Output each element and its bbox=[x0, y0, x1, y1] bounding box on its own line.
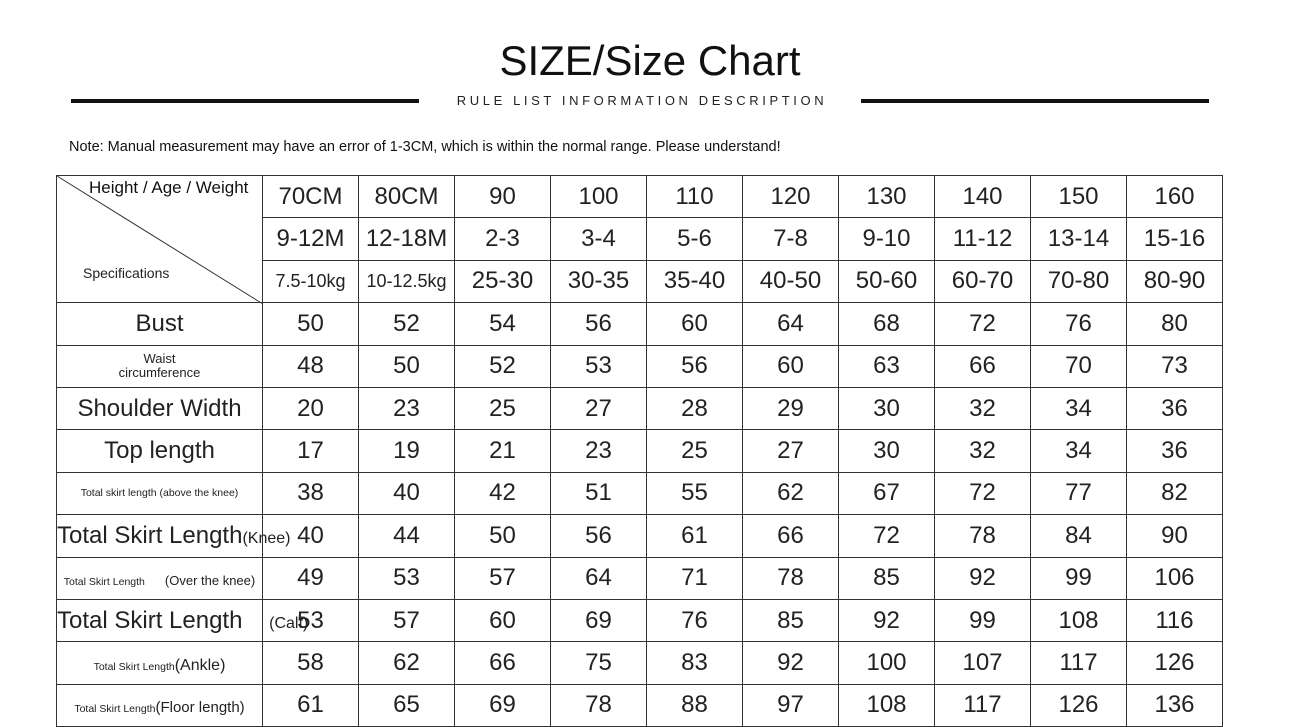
weight-cell: 10-12.5kg bbox=[359, 260, 455, 302]
weight-cell: 7.5-10kg bbox=[263, 260, 359, 302]
table-cell: 53 bbox=[263, 599, 359, 641]
table-cell: 51 bbox=[551, 472, 647, 514]
table-cell: 60 bbox=[647, 303, 743, 345]
row-label-skirt-floor-main: Total Skirt Length bbox=[74, 703, 156, 716]
table-cell: 72 bbox=[935, 472, 1031, 514]
row-label-skirt-over-knee-main: Total Skirt Length bbox=[63, 576, 145, 589]
height-cell: 120 bbox=[743, 176, 839, 218]
table-cell: 27 bbox=[551, 387, 647, 429]
table-cell: 61 bbox=[263, 684, 359, 726]
table-cell: 108 bbox=[1031, 599, 1127, 641]
table-cell: 28 bbox=[647, 387, 743, 429]
weight-cell: 50-60 bbox=[839, 260, 935, 302]
table-cell: 68 bbox=[839, 303, 935, 345]
table-row bbox=[57, 387, 1223, 429]
table-cell: 60 bbox=[743, 345, 839, 387]
table-cell: 52 bbox=[359, 303, 455, 345]
height-cell: 160 bbox=[1127, 176, 1223, 218]
title-rule-right bbox=[861, 99, 1209, 103]
table-cell: 54 bbox=[455, 303, 551, 345]
weight-cell: 70-80 bbox=[1031, 260, 1127, 302]
table-cell: 52 bbox=[455, 345, 551, 387]
table-row bbox=[57, 642, 1223, 684]
table-row bbox=[57, 303, 1223, 345]
table-cell: 29 bbox=[743, 387, 839, 429]
age-cell: 9-10 bbox=[839, 218, 935, 260]
table-row bbox=[57, 430, 1223, 472]
age-cell: 15-16 bbox=[1127, 218, 1223, 260]
row-label-waist-line1: Waist bbox=[143, 351, 176, 367]
chart-subtitle: RULE LIST INFORMATION DESCRIPTION bbox=[456, 93, 828, 108]
table-cell: 84 bbox=[1031, 515, 1127, 557]
age-cell: 11-12 bbox=[935, 218, 1031, 260]
row-label-waist bbox=[57, 345, 263, 387]
row-label-shoulder-width: Shoulder Width bbox=[57, 387, 263, 429]
age-cell: 13-14 bbox=[1031, 218, 1127, 260]
table-cell: 44 bbox=[359, 515, 455, 557]
table-cell: 30 bbox=[839, 387, 935, 429]
table-cell: 27 bbox=[743, 430, 839, 472]
table-cell: 36 bbox=[1127, 387, 1223, 429]
table-cell: 69 bbox=[551, 599, 647, 641]
table-cell: 34 bbox=[1031, 387, 1127, 429]
table-cell: 58 bbox=[263, 642, 359, 684]
age-cell: 9-12M bbox=[263, 218, 359, 260]
size-chart-table bbox=[56, 175, 1223, 727]
table-cell: 36 bbox=[1127, 430, 1223, 472]
age-cell: 7-8 bbox=[743, 218, 839, 260]
table-cell: 42 bbox=[455, 472, 551, 514]
table-cell: 57 bbox=[359, 599, 455, 641]
age-cell: 2-3 bbox=[455, 218, 551, 260]
table-cell: 49 bbox=[263, 557, 359, 599]
table-cell: 50 bbox=[455, 515, 551, 557]
row-label-skirt-ankle-qualifier: (Ankle) bbox=[174, 656, 226, 674]
height-cell: 110 bbox=[647, 176, 743, 218]
row-label-waist-line2: circumference bbox=[118, 365, 201, 381]
header-height-age-weight-label: Height / Age / Weight bbox=[89, 178, 249, 197]
height-cell: 150 bbox=[1031, 176, 1127, 218]
table-cell: 62 bbox=[359, 642, 455, 684]
table-cell: 23 bbox=[359, 387, 455, 429]
table-cell: 90 bbox=[1127, 515, 1223, 557]
table-cell: 70 bbox=[1031, 345, 1127, 387]
table-cell: 126 bbox=[1031, 684, 1127, 726]
table-cell: 85 bbox=[839, 557, 935, 599]
table-cell: 50 bbox=[359, 345, 455, 387]
table-cell: 56 bbox=[647, 345, 743, 387]
table-cell: 77 bbox=[1031, 472, 1127, 514]
table-cell: 50 bbox=[263, 303, 359, 345]
row-label-skirt-knee bbox=[57, 515, 291, 557]
table-cell: 55 bbox=[647, 472, 743, 514]
table-cell: 61 bbox=[647, 515, 743, 557]
table-cell: 88 bbox=[647, 684, 743, 726]
table-cell: 85 bbox=[743, 599, 839, 641]
title-rule-left bbox=[71, 99, 419, 103]
table-cell: 69 bbox=[455, 684, 551, 726]
table-cell: 57 bbox=[455, 557, 551, 599]
table-cell: 53 bbox=[359, 557, 455, 599]
table-cell: 19 bbox=[359, 430, 455, 472]
table-cell: 25 bbox=[647, 430, 743, 472]
table-cell: 32 bbox=[935, 387, 1031, 429]
table-cell: 117 bbox=[935, 684, 1031, 726]
table-cell: 116 bbox=[1127, 599, 1223, 641]
table-cell: 64 bbox=[743, 303, 839, 345]
table-cell: 23 bbox=[551, 430, 647, 472]
table-cell: 66 bbox=[935, 345, 1031, 387]
age-cell: 5-6 bbox=[647, 218, 743, 260]
table-cell: 64 bbox=[551, 557, 647, 599]
table-row bbox=[57, 599, 1223, 641]
table-cell: 72 bbox=[839, 515, 935, 557]
height-cell: 130 bbox=[839, 176, 935, 218]
table-row bbox=[57, 684, 1223, 726]
row-label-skirt-knee-main: Total Skirt Length bbox=[57, 521, 243, 549]
row-label-skirt-over-knee-qualifier: (Over the knee) bbox=[164, 573, 256, 589]
table-cell: 75 bbox=[551, 642, 647, 684]
table-cell: 82 bbox=[1127, 472, 1223, 514]
table-row bbox=[57, 557, 1223, 599]
table-cell: 67 bbox=[839, 472, 935, 514]
height-header-row bbox=[57, 176, 1223, 218]
table-cell: 80 bbox=[1127, 303, 1223, 345]
row-label-skirt-ankle bbox=[57, 642, 263, 684]
table-cell: 71 bbox=[647, 557, 743, 599]
row-label-skirt-knee-qualifier: (Knee) bbox=[242, 529, 291, 547]
height-cell: 100 bbox=[551, 176, 647, 218]
table-cell: 72 bbox=[935, 303, 1031, 345]
table-row bbox=[57, 345, 1223, 387]
table-cell: 97 bbox=[743, 684, 839, 726]
table-cell: 62 bbox=[743, 472, 839, 514]
diagonal-header-cell bbox=[57, 176, 263, 303]
table-cell: 48 bbox=[263, 345, 359, 387]
row-label-bust: Bust bbox=[57, 303, 263, 345]
table-cell: 63 bbox=[839, 345, 935, 387]
table-cell: 40 bbox=[359, 472, 455, 514]
age-cell: 3-4 bbox=[551, 218, 647, 260]
weight-cell: 35-40 bbox=[647, 260, 743, 302]
table-cell: 21 bbox=[455, 430, 551, 472]
table-cell: 38 bbox=[263, 472, 359, 514]
table-cell: 107 bbox=[935, 642, 1031, 684]
height-cell: 70CM bbox=[263, 176, 359, 218]
table-row bbox=[57, 515, 1223, 557]
table-cell: 25 bbox=[455, 387, 551, 429]
height-cell: 80CM bbox=[359, 176, 455, 218]
table-cell: 66 bbox=[743, 515, 839, 557]
table-cell: 78 bbox=[551, 684, 647, 726]
height-cell: 140 bbox=[935, 176, 1031, 218]
age-cell: 12-18M bbox=[359, 218, 455, 260]
weight-cell: 25-30 bbox=[455, 260, 551, 302]
header-specifications-label: Specifications bbox=[83, 265, 170, 281]
row-label-skirt-calf-qualifier: (Calf) bbox=[269, 614, 309, 632]
table-cell: 78 bbox=[935, 515, 1031, 557]
row-label-skirt-calf bbox=[57, 599, 309, 641]
table-cell: 92 bbox=[743, 642, 839, 684]
row-label-skirt-ankle-main: Total Skirt Length bbox=[93, 660, 175, 673]
table-cell: 78 bbox=[743, 557, 839, 599]
table-cell: 40 bbox=[263, 515, 359, 557]
table-cell: 106 bbox=[1127, 557, 1223, 599]
table-cell: 65 bbox=[359, 684, 455, 726]
measurement-note: Note: Manual measurement may have an error of 1-3CM, which is within the normal range. Please understand! bbox=[69, 139, 781, 155]
table-cell: 92 bbox=[935, 557, 1031, 599]
height-cell: 90 bbox=[455, 176, 551, 218]
row-label-skirt-calf-main: Total Skirt Length bbox=[57, 606, 243, 634]
table-cell: 56 bbox=[551, 515, 647, 557]
row-label-skirt-over-knee bbox=[57, 557, 263, 599]
table-cell: 99 bbox=[935, 599, 1031, 641]
row-label-skirt-floor-qualifier: (Floor length) bbox=[155, 699, 245, 717]
table-cell: 60 bbox=[455, 599, 551, 641]
row-label-skirt-above-knee: Total skirt length (above the knee) bbox=[57, 472, 263, 514]
table-cell: 83 bbox=[647, 642, 743, 684]
chart-title: SIZE/Size Chart bbox=[499, 37, 801, 84]
table-cell: 92 bbox=[839, 599, 935, 641]
table-cell: 66 bbox=[455, 642, 551, 684]
table-cell: 53 bbox=[551, 345, 647, 387]
table-cell: 56 bbox=[551, 303, 647, 345]
table-cell: 136 bbox=[1127, 684, 1223, 726]
table-cell: 34 bbox=[1031, 430, 1127, 472]
table-cell: 76 bbox=[647, 599, 743, 641]
table-cell: 126 bbox=[1127, 642, 1223, 684]
weight-cell: 30-35 bbox=[551, 260, 647, 302]
table-cell: 20 bbox=[263, 387, 359, 429]
table-cell: 99 bbox=[1031, 557, 1127, 599]
weight-cell: 40-50 bbox=[743, 260, 839, 302]
table-row bbox=[57, 472, 1223, 514]
row-label-skirt-floor bbox=[57, 684, 263, 726]
weight-cell: 60-70 bbox=[935, 260, 1031, 302]
table-cell: 100 bbox=[839, 642, 935, 684]
table-cell: 108 bbox=[839, 684, 935, 726]
table-cell: 117 bbox=[1031, 642, 1127, 684]
table-cell: 32 bbox=[935, 430, 1031, 472]
table-cell: 17 bbox=[263, 430, 359, 472]
table-cell: 76 bbox=[1031, 303, 1127, 345]
weight-cell: 80-90 bbox=[1127, 260, 1223, 302]
table-cell: 73 bbox=[1127, 345, 1223, 387]
row-label-top-length: Top length bbox=[57, 430, 263, 472]
table-cell: 30 bbox=[839, 430, 935, 472]
